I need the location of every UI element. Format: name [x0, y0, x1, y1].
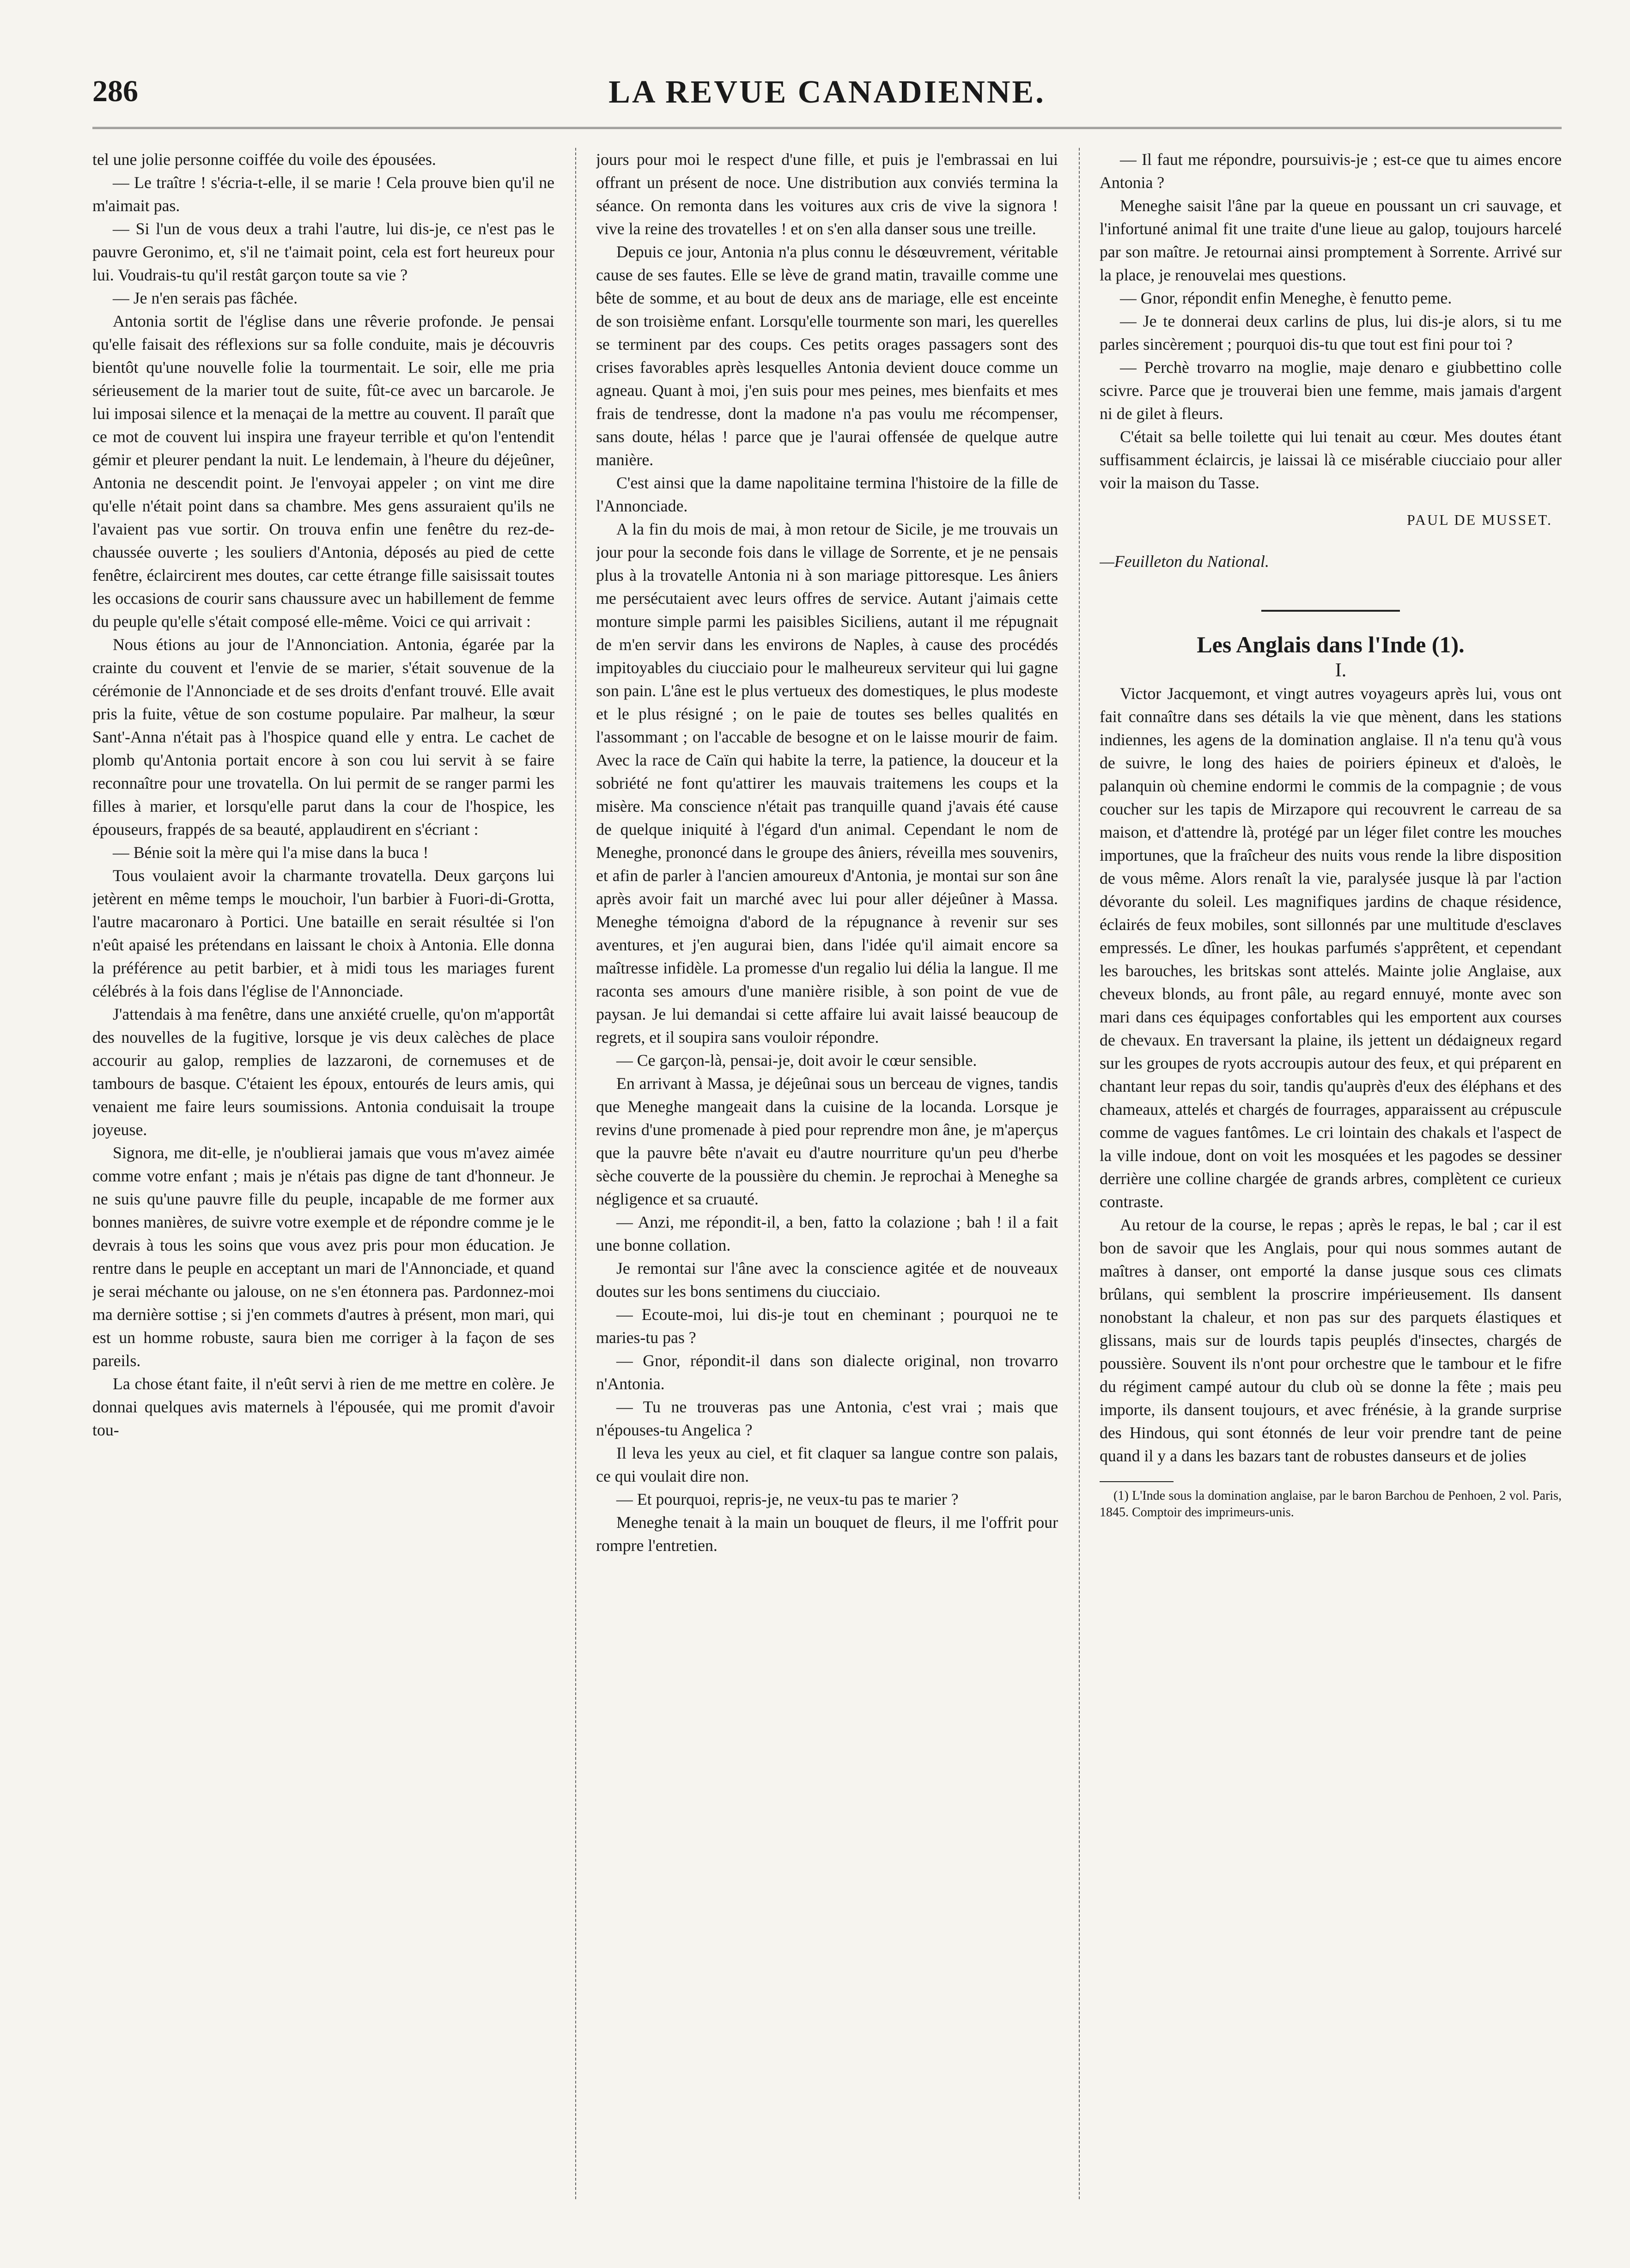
paragraph: — Et pourquoi, repris-je, ne veux-tu pas te marier ? — [616, 1490, 959, 1508]
paragraph: Antonia sortit de l'église dans une rêverie profonde. Je pensai qu'elle faisait des réflexions sur sa folle conduite, mais je découvris bientôt qu'une nouvelle folie la tourmentait. Le soir, elle me pria sérieusement de la marier tout de suite, fût-ce avec un barcarole. Je lui imposai silence et la menaçai de la mettre au couvent. Il paraît que ce mot de couvent lui inspira une frayeur terrible et qu'on l'entendit gémir et pleurer pendant la nuit. Le lendemain, à l'heure du déjeûner, Antonia ne descendit point. Je l'envoyai appeler ; on vint me dire qu'elle n'était point dans sa chambre. Mes gens assuraient qu'ils ne l'avaient pas vue sortir. On trouva enfin une fenêtre du rez-de-chaussée ouverte ; les souliers d'Antonia, déposés au pied de cette fenêtre, éclaircirent mes doutes, car cette étrange fille saisissait toutes les occasions de courir sans chaussure avec un habillement de femme du peuple qu'elle s'était composé elle-même. Voici ce qui arrivait : — [92, 312, 554, 631]
paragraph: Nous étions au jour de l'Annonciation. Antonia, égarée par la crainte du couvent et l'envie de se marier, s'était souvenue de la cérémonie de l'Annonciade et de ses droits d'enfant trouvé. Elle avait pris la fuite, vêtue de son costume populaire. Par malheur, la sœur Sant'-Anna n'était pas à l'hospice quand elle y entra. Le cachet de plomb qu'Antonia portait encore à son cou lui servit à se faire reconnaître pour une trovatella. On lui permit de se ranger parmi les filles à marier, et lorsqu'elle parut dans la cour de l'hospice, les épouseurs, frappés de sa beauté, applaudirent en s'écriant : — [92, 635, 554, 839]
page-header — [92, 69, 1562, 134]
paragraph: Meneghe saisit l'âne par la queue en poussant un cri sauvage, et l'infortuné animal fit une traite d'une lieue au galop, toujours harcelé par son maître. Je retournai ainsi promptement à Sorrente. Arrivé sur la place, je renouvelai mes questions. — [1100, 196, 1562, 284]
column-divider-2 — [1079, 148, 1080, 2199]
column-3 — [1100, 148, 1562, 2208]
paragraph: — Si l'un de vous deux a trahi l'autre, lui dis-je, ce n'est pas le pauvre Geronimo, et, s'il ne t'aimait point, cela est fort heureux pour lui. Voudrais-tu qu'il restât garçon toute sa vie ? — [92, 219, 554, 284]
footnote-rule — [1100, 1481, 1174, 1482]
paragraph: Il leva les yeux au ciel, et fit claquer sa langue contre son palais, ce qui voulait dire non. — [596, 1444, 1058, 1485]
paragraph: C'était sa belle toilette qui lui tenait au cœur. Mes doutes étant suffisamment éclaircis, je laissai là ce misérable ciucciaio pour aller voir la maison du Tasse. — [1100, 427, 1562, 492]
page-number: 286 — [92, 74, 138, 108]
paragraph: Tous voulaient avoir la charmante trovatella. Deux garçons lui jetèrent en même temps le mouchoir, l'un barbier à Fuori-di-Grotta, l'autre macaronaro à Portici. Une bataille en serait résultée si l'on n'eût apaisé les prétendans en laissant le choix à Antonia. Elle donna la préférence au petit barbier, et à midi tous les mariages furent célébrés à la fois dans l'église de l'Annonciade. — [92, 866, 554, 1000]
column-2 — [596, 148, 1058, 2208]
paragraph: — Gnor, répondit-il dans son dialecte original, non trovarro n'Antonia. — [596, 1351, 1058, 1393]
column-divider-1 — [575, 148, 576, 2199]
paragraph: Victor Jacquemont, et vingt autres voyageurs après lui, vous ont fait connaître dans ses détails la vie que mènent, dans les stations indiennes, les agens de la domination anglaise. Il n'a tenu qu'à vous de suivre, le long des haies de poiriers épineux et d'aloès, le palanquin où chemine endormi le commis de la compagnie ; de vous coucher sur les tapis de Mirzapore qui recouvrent le carreau de sa maison, et d'attendre là, protégé par un léger filet contre les mouches importunes, que la fraîcheur des nuits vous rende la libre disposition de vous même. Alors renaît la vie, paralysée jusque là par l'action dévorante du soleil. Les magnifiques jardins de chaque résidence, éclairés de feux mobiles, sont sillonnés par une multitude d'esclaves empressés. Le dîner, les houkas parfumés s'apprêtent, et cependant les barouches, les britskas sont attelés. Mainte jolie Anglaise, aux cheveux blonds, au front pâle, au regard ennuyé, monte avec son mari dans ces équipages confortables qui les emportent aux courses de chevaux. En traversant la plaine, ils jettent un dédaigneux regard sur les groupes de ryots accroupis autour des feux, et qui préparent en chantant leur repas du soir, tandis qu'auprès d'eux des éléphans et des chameaux, attelés et chargés de fourrages, apparaissent au crépuscule comme de vagues fantômes. Le cri lointain des chakals et l'aspect de la ville indoue, dont on voit les mosquées et les pagodes se dessiner derrière une colline chargée de grands arbres, complètent ce curieux contraste. — [1100, 684, 1562, 1211]
column-1 — [92, 148, 554, 2208]
paragraph: La chose étant faite, il n'eût servi à rien de me mettre en colère. Je donnai quelques avis maternels à l'épousée, qui me promit d'avoir tou- — [92, 1374, 554, 1439]
paragraph: Au retour de la course, le repas ; après le repas, le bal ; car il est bon de savoir que les Anglais, pour qui nous sommes autant de maîtres à danser, ont emporté la danse jusque sous ces climats brûlans, qui semblent la proscrire impérieusement. Ils dansent nonobstant la chaleur, et non pas sur des parquets élastiques et glissans, mais sur de lourds tapis peuplés d'insectes, chargés de poussière. Souvent ils n'ont pour orchestre que le tambour et le fifre du régiment campé autour du club où se donne la fête ; mais peu importe, ils dansent toujours, et avec frénésie, à la grande surprise des Hindous, qui sont étonnés de leur voir prendre tant de peine quand il y a dans les bazars tant de robustes danseurs et de jolies — [1100, 1216, 1562, 1465]
newspaper-page — [92, 69, 1562, 2218]
paragraph: — Tu ne trouveras pas une Antonia, c'est vrai ; mais que n'épouses-tu Angelica ? — [596, 1398, 1058, 1439]
paragraph: — Perchè trovarro na moglie, maje denaro e giubbettino colle scivre. Parce que je trouverai bien une femme, mais jamais d'argent ni de gilet à fleurs. — [1100, 358, 1562, 423]
paragraph: jours pour moi le respect d'une fille, et puis je l'embrassai en lui offrant un présent de noce. Une distribution aux conviés termina la séance. On remonta dans les voitures aux cris de vive la signora ! vive la reine des trovatelles ! et on s'en alla danser sous une treille. — [596, 150, 1058, 238]
paragraph: Depuis ce jour, Antonia n'a plus connu le désœuvrement, véritable cause de ses fautes. Elle se lève de grand matin, travaille comme une bête de somme, et au bout de deux ans de mariage, elle est enceinte de son troisième enfant. Lorsqu'elle tourmente son mari, les querelles se terminent par des coups. Ces petits orages passagers sont des crises favorables après lesquelles Antonia devient douce comme un agneau. Quant à moi, j'en suis pour mes peines, mes bienfaits et mes frais de tendresse, dont la madone n'a pas voulu me récompenser, sans doute, hélas ! parce que je l'aurai offensée de quelque autre manière. — [596, 243, 1058, 469]
paragraph: — Anzi, me répondit-il, a ben, fatto la colazione ; bah ! il a fait une bonne collation. — [596, 1213, 1058, 1254]
paragraph: — Ecoute-moi, lui dis-je tout en cheminant ; pourquoi ne te maries-tu pas ? — [596, 1305, 1058, 1347]
article-divider — [1261, 610, 1400, 612]
running-title: LA REVUE CANADIENNE. — [608, 74, 1046, 110]
source-credit: —Feuilleton du National. — [1100, 552, 1269, 571]
header-rule — [92, 127, 1562, 129]
paragraph: tel une jolie personne coiffée du voile des épousées. — [92, 150, 436, 169]
article-title: Les Anglais dans l'Inde (1). — [1197, 632, 1465, 657]
paragraph: En arrivant à Massa, je déjeûnai sous un berceau de vignes, tandis que Meneghe mangeait dans la cuisine de la locanda. Lorsque je revins d'une promenade à pied pour reprendre mon âne, je m'aperçus que la pauvre bête n'avait eu d'autre nourriture qu'un peu d'herbe sèche couverte de la poussière du chemin. Je reprochai à Meneghe sa négligence et sa cruauté. — [596, 1074, 1058, 1208]
paragraph: — Je n'en serais pas fâchée. — [113, 289, 298, 307]
paragraph: Je remontai sur l'âne avec la conscience agitée et de nouveaux doutes sur les bons sentimens du ciucciaio. — [596, 1259, 1058, 1301]
paragraph: J'attendais à ma fenêtre, dans une anxiété cruelle, qu'on m'apportât des nouvelles de la fugitive, lorsque je vis deux calèches de place accourir au galop, remplies de lazzaroni, de cornemuses et de tambours de basque. C'étaient les époux, entourés de leurs amis, qui venaient me faire leurs soumissions. Antonia conduisait la troupe joyeuse. — [92, 1005, 554, 1139]
paragraph: — Bénie soit la mère qui l'a mise dans la buca ! — [113, 843, 429, 862]
paragraph: A la fin du mois de mai, à mon retour de Sicile, je me trouvais un jour pour la seconde fois dans le village de Sorrente, et je ne pensais plus à la trovatelle Antonia ni à son mariage pittoresque. Les âniers me persécutaient avec leurs offres de service. Autant j'aimais cette monture simple parmi les paisibles Siciliens, autant il me répugnait de m'en servir dans les environs de Naples, à cause des procédés impitoyables du ciucciaio pour le malheureux serviteur qui lui gagne son pain. L'âne est le plus vertueux des domestiques, le plus modeste et le plus résigné ; on le paie de toutes ses belles qualités en l'assommant ; on l'accable de besogne et on le laisse mourir de faim. Avec la race de Caïn qui habite la terre, la patience, la douceur et la sobriété ne font qu'attirer les mauvais traitemens les coups et la misère. Ma conscience n'était pas tranquille quand j'avais été cause de quelque iniquité à l'égard d'un animal. Cependant le nom de Meneghe, prononcé dans le groupe des âniers, réveilla mes souvenirs, et afin de parler à l'ancien amoureux d'Antonia, je montai sur son âne après avoir fait un marché avec lui pour aller déjeûner à Massa. Meneghe témoigna d'abord de la répugnance à revenir sur ses aventures, et j'en augurai bien, dans l'idée qu'il aimait encore sa maîtresse infidèle. La promesse d'un regalio lui délia la langue. Il me raconta ses amours d'une manière risible, à son point de vue de paysan. Je lui demandai si cette affaire lui avait laissé beaucoup de regrets, et il soupira sans vouloir répondre. — [596, 520, 1058, 1046]
paragraph: — Ce garçon-là, pensai-je, doit avoir le cœur sensible. — [616, 1051, 977, 1070]
paragraph: C'est ainsi que la dame napolitaine termina l'histoire de la fille de l'Annonciade. — [596, 474, 1058, 515]
author-signature: PAUL DE MUSSET. — [1407, 511, 1552, 528]
paragraph: — Je te donnerai deux carlins de plus, lui dis-je alors, si tu me parles sincèrement ; pourquoi dis-tu que tout est fini pour toi ? — [1100, 312, 1562, 353]
paragraph: Meneghe tenait à la main un bouquet de fleurs, il me l'offrit pour rompre l'entretien. — [596, 1513, 1058, 1555]
section-number: I. — [1335, 660, 1347, 681]
paragraph: — Il faut me répondre, poursuivis-je ; est-ce que tu aimes encore Antonia ? — [1100, 150, 1562, 192]
paragraph: — Gnor, répondit enfin Meneghe, è fenutto peme. — [1120, 289, 1452, 307]
paragraph: — Le traître ! s'écria-t-elle, il se marie ! Cela prouve bien qu'il ne m'aimait pas. — [92, 173, 554, 215]
paragraph: Signora, me dit-elle, je n'oublierai jamais que vous m'avez aimée comme votre enfant ; mais je n'étais pas digne de tant d'honneur. Je ne suis qu'une pauvre fille du peuple, incapable de me former aux bonnes manières, de suivre votre exemple et de répondre comme je le devrais à tous les soins que vous avez pris pour mon éducation. Je rentre dans le peuple en acceptant un mari de l'Annonciade, et quand je serai méchante ou jalouse, on ne s'en étonnera pas. Pardonnez-moi ma dernière sottise ; si j'en commets d'autres à présent, mon mari, qui est un homme robuste, saura bien me corriger à la façon de ses pareils. — [92, 1143, 554, 1370]
footnote: (1) L'Inde sous la domination anglaise, par le baron Barchou de Penhoen, 2 vol. Paris, 1845. Comptoir des imprimeurs-unis. — [1100, 1489, 1562, 1520]
